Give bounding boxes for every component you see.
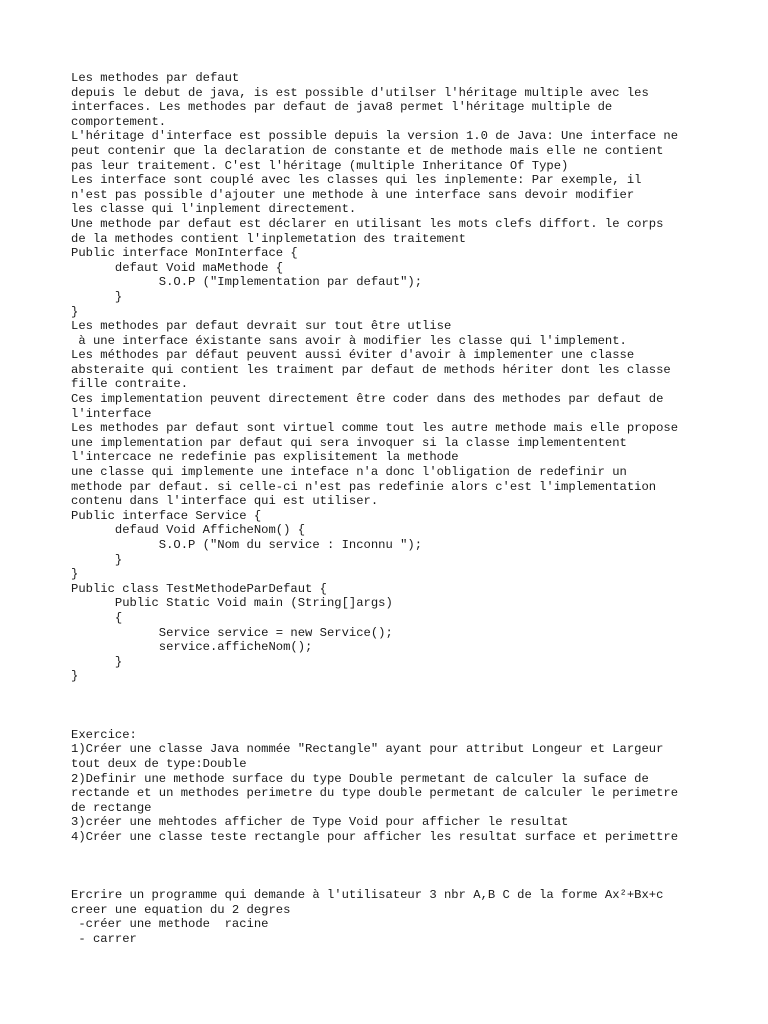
document-line: Les méthodes par défaut peuvent aussi éviter d'avoir à implementer une classe	[71, 348, 635, 363]
document-line: pas leur traitement. C'est l'héritage (multiple Inheritance Of Type)	[71, 158, 569, 173]
document-line: - carrer	[71, 932, 137, 947]
document-line: absteraite qui contient les traiment par defaut de methods hériter dont les classe	[71, 362, 671, 377]
document-line: Public Static Void main (String[]args)	[71, 596, 393, 611]
document-page	[71, 71, 751, 947]
document-line: rectande et un methodes perimetre du type double permetant de calculer le perimetre	[71, 786, 679, 801]
document-line: -créer une methode racine	[71, 917, 269, 932]
document-line: interfaces. Les methodes par defaut de java8 permet l'héritage multiple de	[71, 100, 613, 115]
document-line: creer une equation du 2 degres	[71, 902, 291, 917]
document-line: L'héritage d'interface est possible depuis la version 1.0 de Java: Une interface ne	[71, 129, 679, 144]
document-line: une implementation par defaut qui sera invoquer si la classe implemententent	[71, 435, 627, 450]
document-line: }	[71, 567, 79, 582]
document-line: service.afficheNom();	[71, 640, 313, 655]
document-line: 3)créer une mehtodes afficher de Type Void pour afficher le resultat	[71, 815, 569, 830]
document-line: }	[71, 289, 123, 304]
document-line	[71, 699, 751, 714]
document-line: defaut Void maMethode {	[71, 260, 284, 275]
document-line: Ercrire un programme qui demande à l'utilisateur 3 nbr A,B C de la forme Ax²+Bx+c	[71, 888, 664, 903]
document-line: de la methodes contient l'inplemetation des traitement	[71, 231, 466, 246]
document-line: 4)Créer une classe teste rectangle pour afficher les resultat surface et perimettre	[71, 829, 679, 844]
document-line: Une methode par defaut est déclarer en utilisant les mots clefs diffort. le corps	[71, 216, 664, 231]
document-line: Exercice:	[71, 727, 137, 742]
document-line	[71, 874, 751, 889]
document-line: n'est pas possible d'ajouter une methode à une interface sans devoir modifier	[71, 187, 635, 202]
document-line: tout deux de type:Double	[71, 756, 247, 771]
document-line: contenu dans l'interface qui est utiliser.	[71, 494, 379, 509]
document-line: S.O.P ("Nom du service : Inconnu ");	[71, 538, 423, 552]
document-line: Public interface MonInterface {	[71, 246, 298, 261]
document-line: 2)Definir une methode surface du type Double permetant de calculer la suface de	[71, 771, 649, 786]
document-line: une classe qui implemente une inteface n'a donc l'obligation de redefinir un	[71, 465, 627, 480]
document-line: l'intercace ne redefinie pas explisitement la methode	[71, 450, 459, 465]
document-line: }	[71, 669, 79, 684]
document-line: Service service = new Service();	[71, 625, 393, 640]
document-line: à une interface éxistante sans avoir à modifier les classe qui l'implement.	[71, 333, 627, 348]
document-line: }	[71, 304, 79, 319]
document-line: }	[71, 654, 123, 669]
document-line: de rectange	[71, 800, 152, 815]
document-line: {	[71, 610, 123, 625]
document-line: les classe qui l'inplement directement.	[71, 202, 357, 217]
document-line: depuis le debut de java, is est possible d'utilser l'héritage multiple avec les	[71, 85, 649, 100]
document-line: }	[71, 552, 123, 567]
document-line: Les interface sont couplé avec les classes qui les inplemente: Par exemple, il	[71, 173, 642, 188]
document-line: Public class TestMethodeParDefaut {	[71, 581, 327, 596]
document-line	[71, 713, 751, 728]
document-line: 1)Créer une classe Java nommée "Rectangle" ayant pour attribut Longeur et Largeur	[71, 742, 664, 757]
document-line: Ces implementation peuvent directement être coder dans des methodes par defaut de	[71, 392, 664, 407]
document-line: comportement.	[71, 114, 167, 129]
document-line: methode par defaut. si celle-ci n'est pas redefinie alors c'est l'implementation	[71, 479, 657, 494]
document-line: Les methodes par defaut devrait sur tout être utlise	[71, 319, 452, 334]
document-line: Public interface Service {	[71, 508, 262, 523]
document-line: peut contenir que la declaration de constante et de methode mais elle ne contient	[71, 143, 664, 158]
document-line: Les methodes par defaut	[71, 71, 240, 85]
document-line: l'interface	[71, 406, 152, 421]
document-line: fille contraite.	[71, 377, 189, 392]
document-line	[71, 844, 751, 859]
document-line	[71, 684, 751, 699]
document-line: defaud Void AfficheNom() {	[71, 523, 306, 538]
document-line	[71, 859, 751, 874]
document-line: S.O.P ("Implementation par defaut");	[71, 275, 423, 290]
document-line: Les methodes par defaut sont virtuel comme tout les autre methode mais elle propose	[71, 421, 679, 436]
